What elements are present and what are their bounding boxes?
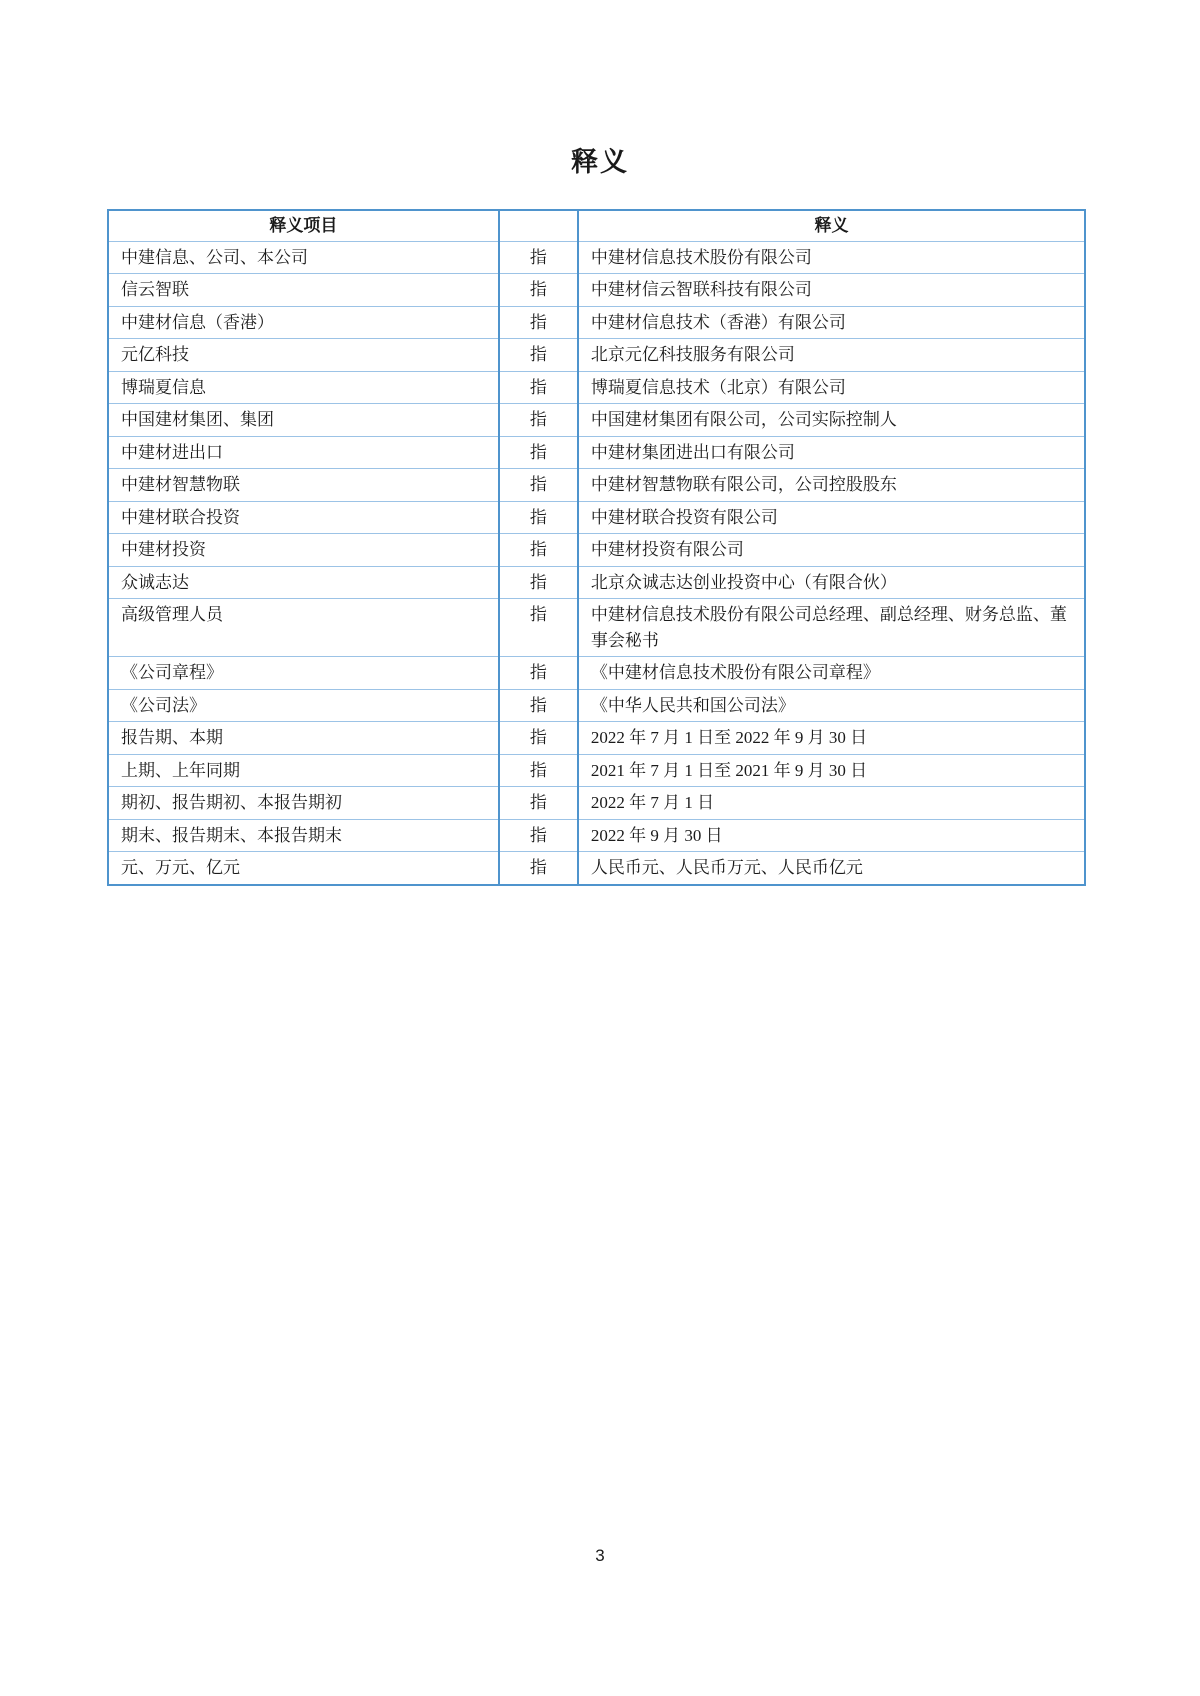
definition-cell: 中建材信息技术股份有限公司 (578, 241, 1085, 274)
term-cell: 中建材信息（香港） (108, 306, 499, 339)
connector-cell: 指 (499, 501, 578, 534)
term-cell: 元亿科技 (108, 339, 499, 372)
connector-cell: 指 (499, 754, 578, 787)
connector-cell: 指 (499, 722, 578, 755)
connector-cell: 指 (499, 306, 578, 339)
table-row (108, 306, 1085, 339)
definition-cell: 北京元亿科技服务有限公司 (578, 339, 1085, 372)
term-cell: 中建信息、公司、本公司 (108, 241, 499, 274)
header-term: 释义项目 (108, 210, 499, 241)
definition-cell: 2022 年 7 月 1 日至 2022 年 9 月 30 日 (578, 722, 1085, 755)
table-row (108, 754, 1085, 787)
table-header-row (108, 210, 1085, 241)
definition-cell: 《中建材信息技术股份有限公司章程》 (578, 657, 1085, 690)
definition-cell: 中建材投资有限公司 (578, 534, 1085, 567)
connector-cell: 指 (499, 689, 578, 722)
term-cell: 《公司章程》 (108, 657, 499, 690)
connector-cell: 指 (499, 819, 578, 852)
term-cell: 众诚志达 (108, 566, 499, 599)
connector-cell: 指 (499, 852, 578, 885)
term-cell: 中建材智慧物联 (108, 469, 499, 502)
term-cell: 高级管理人员 (108, 599, 499, 657)
term-cell: 中国建材集团、集团 (108, 404, 499, 437)
table-row (108, 657, 1085, 690)
connector-cell: 指 (499, 469, 578, 502)
page-number: 3 (595, 1546, 605, 1565)
term-cell: 信云智联 (108, 274, 499, 307)
definition-cell: 中国建材集团有限公司，公司实际控制人 (578, 404, 1085, 437)
definition-cell: 中建材信云智联科技有限公司 (578, 274, 1085, 307)
definition-cell: 中建材信息技术（香港）有限公司 (578, 306, 1085, 339)
table-row (108, 436, 1085, 469)
definition-cell: 中建材联合投资有限公司 (578, 501, 1085, 534)
definition-cell: 2022 年 9 月 30 日 (578, 819, 1085, 852)
term-cell: 《公司法》 (108, 689, 499, 722)
table-row (108, 689, 1085, 722)
table-row (108, 566, 1085, 599)
table-row (108, 339, 1085, 372)
table-row (108, 534, 1085, 567)
connector-cell: 指 (499, 657, 578, 690)
definition-cell: 人民币元、人民币万元、人民币亿元 (578, 852, 1085, 885)
definitions-table (107, 209, 1086, 886)
term-cell: 中建材联合投资 (108, 501, 499, 534)
definitions-table-body (108, 241, 1085, 885)
table-row (108, 274, 1085, 307)
table-row (108, 722, 1085, 755)
definition-cell: 北京众诚志达创业投资中心（有限合伙） (578, 566, 1085, 599)
term-cell: 博瑞夏信息 (108, 371, 499, 404)
connector-cell: 指 (499, 787, 578, 820)
connector-cell: 指 (499, 339, 578, 372)
term-cell: 期初、报告期初、本报告期初 (108, 787, 499, 820)
connector-cell: 指 (499, 599, 578, 657)
term-cell: 期末、报告期末、本报告期末 (108, 819, 499, 852)
term-cell: 上期、上年同期 (108, 754, 499, 787)
table-row (108, 241, 1085, 274)
table-row (108, 371, 1085, 404)
definition-cell: 中建材智慧物联有限公司，公司控股股东 (578, 469, 1085, 502)
definition-cell: 2022 年 7 月 1 日 (578, 787, 1085, 820)
table-row (108, 469, 1085, 502)
table-row (108, 599, 1085, 657)
connector-cell: 指 (499, 241, 578, 274)
definition-cell: 《中华人民共和国公司法》 (578, 689, 1085, 722)
term-cell: 元、万元、亿元 (108, 852, 499, 885)
connector-cell: 指 (499, 566, 578, 599)
connector-cell: 指 (499, 404, 578, 437)
definition-cell: 博瑞夏信息技术（北京）有限公司 (578, 371, 1085, 404)
definition-cell: 中建材信息技术股份有限公司总经理、副总经理、财务总监、董事会秘书 (578, 599, 1085, 657)
table-row (108, 404, 1085, 437)
table-row (108, 852, 1085, 885)
connector-cell: 指 (499, 436, 578, 469)
connector-cell: 指 (499, 274, 578, 307)
table-row (108, 819, 1085, 852)
table-row (108, 787, 1085, 820)
table-row (108, 501, 1085, 534)
term-cell: 中建材投资 (108, 534, 499, 567)
header-connector (499, 210, 578, 241)
definition-cell: 2021 年 7 月 1 日至 2021 年 9 月 30 日 (578, 754, 1085, 787)
term-cell: 报告期、本期 (108, 722, 499, 755)
connector-cell: 指 (499, 534, 578, 567)
header-definition: 释义 (578, 210, 1085, 241)
connector-cell: 指 (499, 371, 578, 404)
term-cell: 中建材进出口 (108, 436, 499, 469)
definition-cell: 中建材集团进出口有限公司 (578, 436, 1085, 469)
page-title: 释义 (571, 147, 629, 177)
